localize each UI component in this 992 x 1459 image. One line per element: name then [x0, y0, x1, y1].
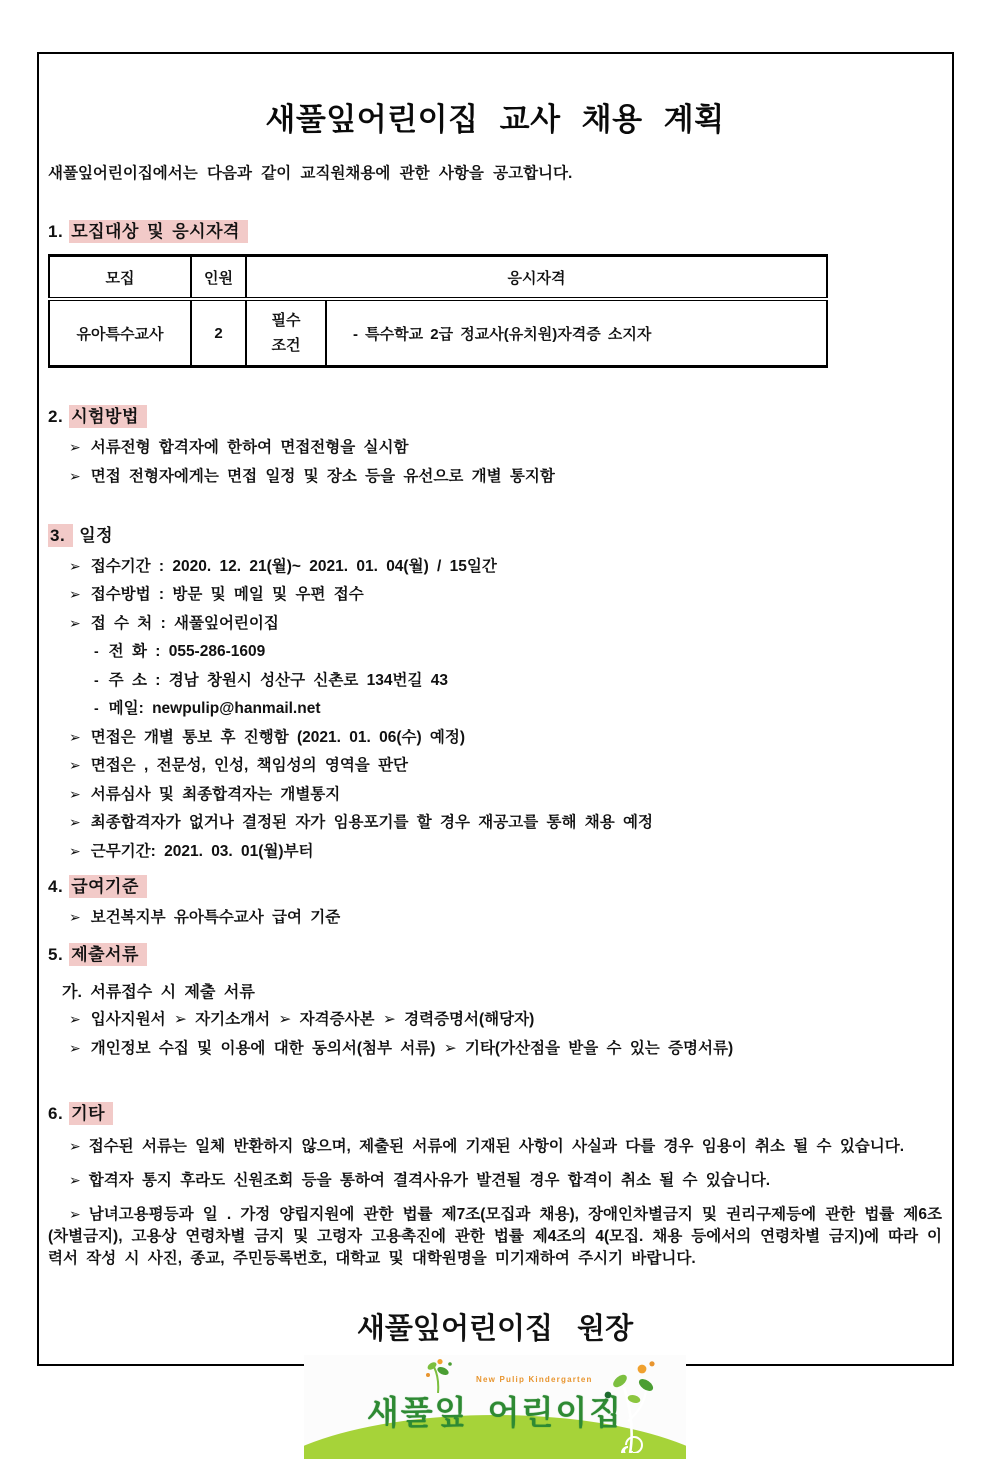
paragraph [48, 1203, 942, 1270]
section-5-title: 제출서류 [69, 943, 147, 966]
section-4-number: 4. [48, 876, 64, 896]
paragraph [48, 1169, 942, 1192]
intro-text: 새풀잎어린이집에서는 다음과 같이 교직원채용에 관한 사항을 공고합니다. [48, 165, 573, 182]
list-item-text: 접수방법 : 방문 및 메일 및 우편 접수 [90, 586, 364, 603]
dash-bullet: - [94, 700, 99, 716]
list-item [69, 841, 942, 862]
list-item [69, 727, 942, 748]
arrow-bullet-icon: ➢ [69, 439, 81, 455]
cell-position: 유아특수교사 [49, 299, 191, 367]
col-header-qualification: 응시자격 [246, 256, 827, 300]
arrow-bullet-icon: ➢ [69, 557, 81, 574]
arrow-bullet-icon: ➢ [69, 1171, 81, 1188]
paragraph-text: 합격자 통지 후라도 신원조회 등을 통하여 결격사유가 발견될 경우 합격이 취소 될 수 있습니다. [88, 1171, 771, 1189]
arrow-bullet-icon: ➢ [69, 614, 81, 631]
list-item-text: 보건복지부 유아특수교사 급여 기준 [90, 908, 341, 926]
list-item-text: 면접은 개별 통보 후 진행함 (2021. 01. 06(수) 예정) [90, 728, 466, 746]
kindergarten-logo [304, 1355, 686, 1459]
email-text: 메일: newpulip@hanmail.net [108, 700, 321, 717]
list-item [94, 698, 942, 719]
dash-bullet: - [94, 643, 99, 659]
dash-bullet: - [94, 671, 99, 688]
arrow-bullet-icon: ➢ [69, 785, 81, 802]
list-item-text: 면접은 , 전문성, 인성, 책임성의 영역을 판단 [90, 757, 409, 774]
list-item [69, 1009, 942, 1030]
list-item-text: 접 수 처 : 새풀잎어린이집 [90, 614, 279, 632]
recruitment-table [48, 254, 828, 368]
list-item [69, 1038, 942, 1059]
list-item [69, 584, 942, 605]
arrow-bullet-icon: ➢ [69, 1137, 81, 1154]
list-item-text: 최종합격자가 없거나 결정된 자가 임용포기를 할 경우 재공고를 통해 채용 예정 [90, 814, 653, 831]
list-item [69, 784, 942, 805]
arrow-bullet-icon: ➢ [69, 1039, 81, 1056]
list-item-text: 면접 전형자에게는 면접 일정 및 장소 등을 유선으로 개별 통지함 [90, 467, 555, 485]
list-item [69, 437, 942, 458]
list-item [94, 670, 942, 691]
section-5-subheading: 가. 서류접수 시 제출 서류 [62, 983, 255, 1001]
col-header-count: 인원 [191, 256, 246, 300]
list-item-text: 서류심사 및 최종합격자는 개별통지 [90, 785, 341, 803]
list-item [69, 613, 942, 634]
list-item [69, 556, 942, 577]
section-2-heading [48, 402, 942, 427]
arrow-bullet-icon: ➢ [69, 757, 81, 773]
arrow-bullet-icon: ➢ [69, 814, 81, 830]
arrow-bullet-icon: ➢ [69, 728, 81, 745]
section-1-heading [48, 217, 942, 242]
section-1-title: 모집대상 및 응시자격 [69, 220, 248, 243]
table-row [49, 299, 827, 367]
page-title: 새풀잎어린이집 교사 채용 계획 [265, 102, 725, 137]
arrow-bullet-icon: ➢ [69, 586, 81, 602]
cell-condition-label: 필수 조건 [246, 299, 326, 367]
section-3-title: 일정 [79, 525, 114, 545]
section-3-number: 3. [48, 524, 73, 547]
section-2-number: 2. [48, 407, 64, 426]
section-3-heading [48, 521, 942, 546]
list-item-text: 입사지원서 ➢ 자기소개서 ➢ 자격증사본 ➢ 경력증명서(해당자) [90, 1011, 535, 1028]
section-1-number: 1. [48, 222, 64, 241]
cell-count: 2 [191, 299, 246, 367]
section-6-number: 6. [48, 1103, 64, 1123]
paragraph-text: 접수된 서류는 일체 반환하지 않으며, 제출된 서류에 기재된 사항이 사실과 다를 경우 임용이 취소 될 수 있습니다. [88, 1137, 905, 1155]
arrow-bullet-icon: ➢ [69, 1205, 81, 1222]
paragraph-text: 남녀고용평등과 일 . 가정 양립지원에 관한 법률 제7조(모집과 채용), 장애인차별금지 및 권리구제등에 관한 법률 제6조(차별금지), 고용상 연령차별 금지 및 고령자 고용촉진에 관한 법률 제4조의 4(모집. 채용 등에서의 연령차별 금지)에 따라 이력서 작성 시 사진, 종교, 주민등록번호, 대학교 및 대학원명을 미기재하여 주시기 바랍니다. [48, 1205, 942, 1267]
section-6-title: 기타 [69, 1102, 113, 1125]
page-border-frame [37, 52, 954, 1431]
section-4-title: 급여기준 [69, 875, 147, 898]
section-5-heading [48, 940, 942, 965]
address-text: 주 소 : 경남 창원시 성산구 신촌로 134번길 43 [108, 671, 448, 689]
list-item [69, 907, 942, 928]
list-item-text: 서류전형 합격자에 한하여 면접전형을 실시함 [90, 439, 409, 456]
list-item [69, 755, 942, 776]
col-header-position: 모집 [49, 256, 191, 300]
table-header-row [49, 256, 827, 300]
section-5-number: 5. [48, 944, 64, 964]
arrow-bullet-icon: ➢ [69, 467, 81, 484]
director-signature: 새풀잎어린이집 원장 [356, 1312, 634, 1345]
section-6-heading [48, 1099, 942, 1124]
paragraph [48, 1135, 942, 1158]
list-item [69, 466, 942, 487]
cell-requirement: - 특수학교 2급 정교사(유치원)자격증 소지자 [326, 299, 827, 367]
phone-text: 전 화 : 055-286-1609 [108, 643, 266, 660]
logo-english-text: New Pulip Kindergarten [476, 1374, 593, 1384]
section-2-title: 시험방법 [69, 405, 147, 428]
list-item [69, 812, 942, 833]
list-item-text: 근무기간: 2021. 03. 01(월)부터 [90, 842, 314, 860]
arrow-bullet-icon: ➢ [69, 842, 81, 859]
arrow-bullet-icon: ➢ [69, 908, 81, 925]
logo-korean-text: 새풀잎 어린이집 [366, 1393, 624, 1431]
list-item [94, 641, 942, 662]
arrow-bullet-icon: ➢ [69, 1011, 81, 1027]
section-4-heading [48, 872, 942, 897]
list-item-text: 개인정보 수집 및 이용에 대한 동의서(첨부 서류) ➢ 기타(가산점을 받을 수 있는 증명서류) [90, 1039, 734, 1057]
list-item-text: 접수기간 : 2020. 12. 21(월)~ 2021. 01. 04(월) / 15일간 [90, 557, 497, 575]
